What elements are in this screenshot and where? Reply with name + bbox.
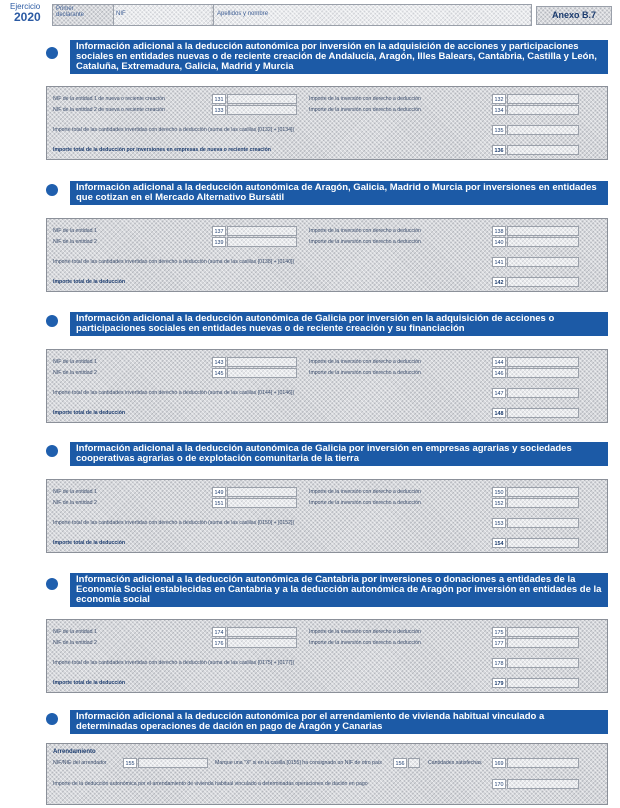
casilla-number: 131 — [212, 94, 226, 104]
label-nif-entidad-1: NIF de la entidad 1 — [53, 489, 97, 495]
section-panel — [46, 349, 608, 423]
section-title: Información adicional a la deducción autonómica de Galicia por inversión en la adquisición de acciones o participaciones sociales en entidades nuevas o de reciente creación y su financiación — [70, 312, 608, 336]
section-panel — [46, 218, 608, 292]
casilla-number: 138 — [492, 226, 506, 236]
nif-entidad-2-input[interactable] — [227, 638, 297, 648]
label-cantidades: Cantidades satisfechas — [428, 760, 482, 766]
casilla-number: 142 — [492, 277, 506, 287]
importe-2-input[interactable] — [507, 638, 579, 648]
section-acciones-nuevas — [8, 40, 612, 170]
ejercicio-label: Ejercicio — [10, 2, 41, 11]
total-suma-input[interactable] — [507, 257, 579, 267]
row-total-suma — [47, 256, 607, 268]
form-header — [8, 2, 612, 26]
total-deduccion-input[interactable] — [507, 678, 579, 688]
label-total-suma: Importe total de las cantidades invertidas con derecho a deducción (suma de las casillas [0175] + [0177]) — [53, 660, 295, 666]
nif-entidad-1-input[interactable] — [227, 627, 297, 637]
casilla-number: 156 — [393, 758, 407, 768]
importe-2-input[interactable] — [507, 105, 579, 115]
casilla-number: 143 — [212, 357, 226, 367]
label-total-deduccion: Importe total de la deducción — [53, 410, 126, 416]
section-bullet-icon — [46, 713, 58, 725]
label-importe-1: Importe de la inversión con derecho a deducción — [309, 96, 421, 102]
subtitle-arrendamiento: Arrendamiento — [53, 749, 96, 755]
label-nif-entidad-2: NIF de la entidad 2 de nueva o reciente creación — [53, 107, 165, 113]
section-panel — [46, 479, 608, 553]
nif-entidad-2-input[interactable] — [227, 105, 297, 115]
casilla-number: 135 — [492, 125, 506, 135]
section-economia-social — [8, 573, 612, 698]
casilla-number: 134 — [492, 105, 506, 115]
section-bullet-icon — [46, 184, 58, 196]
label-importe-2: Importe de la inversión con derecho a deducción — [309, 500, 421, 506]
nif-otro-pais-checkbox[interactable] — [408, 758, 420, 768]
row-total-suma — [47, 517, 607, 529]
row-total-suma — [47, 657, 607, 669]
label-marque-x: Marque una "X" si en la casilla [0155] ha consignado un NIF de otro país — [215, 760, 382, 766]
casilla-number: 177 — [492, 638, 506, 648]
section-galicia-agrarias — [8, 442, 612, 557]
label-nif-entidad-1: NIF de la entidad 1 — [53, 228, 97, 234]
section-bullet-icon — [46, 578, 58, 590]
nif-entidad-2-input[interactable] — [227, 368, 297, 378]
row-entidad-2 — [47, 497, 607, 509]
section-panel — [46, 86, 608, 160]
casilla-number: 137 — [212, 226, 226, 236]
importe-1-input[interactable] — [507, 627, 579, 637]
casilla-number: 175 — [492, 627, 506, 637]
casilla-number: 169 — [492, 758, 506, 768]
label-importe-1: Importe de la inversión con derecho a deducción — [309, 629, 421, 635]
nif-arrendador-input[interactable] — [138, 758, 208, 768]
total-suma-input[interactable] — [507, 658, 579, 668]
label-total-deduccion: Importe total de la deducción por inversiones en empresas de nueva o reciente creación — [53, 147, 271, 153]
nombre-label: Apellidos y nombre — [217, 11, 269, 17]
nif-input[interactable] — [113, 5, 211, 25]
casilla-number: 147 — [492, 388, 506, 398]
casilla-number: 145 — [212, 368, 226, 378]
label-nif-entidad-2: NIF de la entidad 2 — [53, 239, 97, 245]
nif-entidad-2-input[interactable] — [227, 498, 297, 508]
label-importe-2: Importe de la inversión con derecho a deducción — [309, 107, 421, 113]
importe-2-input[interactable] — [507, 368, 579, 378]
anexo-badge: Anexo B.7 — [536, 6, 612, 25]
label-importe-2: Importe de la inversión con derecho a deducción — [309, 239, 421, 245]
importe-1-input[interactable] — [507, 226, 579, 236]
importe-deduccion-input[interactable] — [507, 779, 579, 789]
casilla-number: 178 — [492, 658, 506, 668]
row-arrendador — [47, 757, 607, 769]
casilla-number: 152 — [492, 498, 506, 508]
row-total-suma — [47, 387, 607, 399]
declarante-box — [52, 4, 532, 26]
total-suma-input[interactable] — [507, 518, 579, 528]
section-panel — [46, 619, 608, 693]
importe-1-input[interactable] — [507, 487, 579, 497]
section-bullet-icon — [46, 445, 58, 457]
label-importe-2: Importe de la inversión con derecho a deducción — [309, 640, 421, 646]
casilla-number: 153 — [492, 518, 506, 528]
total-suma-input[interactable] — [507, 388, 579, 398]
label-total-suma: Importe total de las cantidades invertidas con derecho a deducción (suma de las casillas [0138] + [0140]) — [53, 259, 295, 265]
label-importe-1: Importe de la inversión con derecho a deducción — [309, 359, 421, 365]
label-nif-entidad-1: NIF de la entidad 1 — [53, 629, 97, 635]
section-bullet-icon — [46, 315, 58, 327]
label-total-suma: Importe total de las cantidades invertidas con derecho a deducción (suma de las casillas [0132] + [0134]) — [53, 127, 295, 133]
casilla-number: 170 — [492, 779, 506, 789]
label-total-suma: Importe total de las cantidades invertidas con derecho a deducción (suma de las casillas [0150] + [0152]) — [53, 520, 295, 526]
casilla-number: 136 — [492, 145, 506, 155]
year: 2020 — [14, 10, 41, 24]
casilla-number: 179 — [492, 678, 506, 688]
casilla-number: 149 — [212, 487, 226, 497]
section-title: Información adicional a la deducción autonómica de Galicia por inversión en empresas agrarias y sociedades cooperativas agrarias o de explotación comunitaria de la tierra — [70, 442, 608, 466]
casilla-number: 151 — [212, 498, 226, 508]
casilla-number: 174 — [212, 627, 226, 637]
casilla-number: 133 — [212, 105, 226, 115]
nombre-input[interactable] — [213, 5, 530, 25]
label-nif-arrendador: NIF/NIE del arrendador — [53, 760, 107, 766]
row-total-deduccion — [47, 144, 607, 156]
nif-entidad-1-input[interactable] — [227, 94, 297, 104]
label-nif-entidad-2: NIF de la entidad 2 — [53, 640, 97, 646]
importe-1-input[interactable] — [507, 357, 579, 367]
nif-entidad-1-input[interactable] — [227, 357, 297, 367]
nif-entidad-1-input[interactable] — [227, 226, 297, 236]
label-importe-1: Importe de la inversión con derecho a deducción — [309, 228, 421, 234]
casilla-number: 176 — [212, 638, 226, 648]
casilla-number: 155 — [123, 758, 137, 768]
casilla-number: 132 — [492, 94, 506, 104]
row-entidad-2 — [47, 637, 607, 649]
section-arrendamiento — [8, 710, 612, 806]
casilla-number: 148 — [492, 408, 506, 418]
nif-entidad-1-input[interactable] — [227, 487, 297, 497]
row-importe-deduccion — [47, 778, 607, 790]
section-mab — [8, 181, 612, 296]
importe-2-input[interactable] — [507, 237, 579, 247]
nif-entidad-2-input[interactable] — [227, 237, 297, 247]
label-importe-2: Importe de la inversión con derecho a deducción — [309, 370, 421, 376]
label-total-deduccion: Importe total de la deducción — [53, 279, 126, 285]
casilla-number: 144 — [492, 357, 506, 367]
row-total-deduccion — [47, 537, 607, 549]
label-total-deduccion: Importe total de la deducción — [53, 540, 126, 546]
section-panel — [46, 743, 608, 805]
label-nif-entidad-1: NIF de la entidad 1 — [53, 359, 97, 365]
row-entidad-2 — [47, 236, 607, 248]
row-total-suma — [47, 124, 607, 136]
label-total-suma: Importe total de las cantidades invertidas con derecho a deducción (suma de las casillas [0144] + [0146]) — [53, 390, 295, 396]
importe-2-input[interactable] — [507, 498, 579, 508]
row-total-deduccion — [47, 677, 607, 689]
total-deduccion-input[interactable] — [507, 145, 579, 155]
total-suma-input[interactable] — [507, 125, 579, 135]
casilla-number: 140 — [492, 237, 506, 247]
section-bullet-icon — [46, 47, 58, 59]
casilla-number: 150 — [492, 487, 506, 497]
section-title: Información adicional a la deducción autonómica de Cantabria por inversiones o donaciones a entidades de la Economía Social establecidas en Cantabria y a la deducción autonómica de Aragón por inversión en entidades de la economía social — [70, 573, 608, 607]
casilla-number: 154 — [492, 538, 506, 548]
cantidades-input[interactable] — [507, 758, 579, 768]
label-importe-deduccion: Importe de la deducción autonómica por el arrendamiento de vivienda habitual vinculado a determinadas operaciones de dación en pago — [53, 781, 368, 787]
total-deduccion-input[interactable] — [507, 538, 579, 548]
row-entidad-2 — [47, 104, 607, 116]
total-deduccion-input[interactable] — [507, 277, 579, 287]
row-entidad-2 — [47, 367, 607, 379]
section-galicia-acciones — [8, 312, 612, 427]
row-total-deduccion — [47, 407, 607, 419]
label-nif-entidad-1: NIF de la entidad 1 de nueva o reciente creación — [53, 96, 165, 102]
section-title: Información adicional a la deducción autonómica por inversión en la adquisición de acciones y participaciones sociales en entidades nuevas o de reciente creación de Andalucía, Aragón, Illes Balears, Cantabria, Castilla y León, Cataluña, Extremadura, Galicia, Madrid y Murcia — [70, 40, 608, 74]
casilla-number: 146 — [492, 368, 506, 378]
importe-1-input[interactable] — [507, 94, 579, 104]
label-nif-entidad-2: NIF de la entidad 2 — [53, 500, 97, 506]
label-nif-entidad-2: NIF de la entidad 2 — [53, 370, 97, 376]
row-total-deduccion — [47, 276, 607, 288]
label-total-deduccion: Importe total de la deducción — [53, 680, 126, 686]
declarante-label: Primer declarante — [56, 6, 85, 18]
casilla-number: 139 — [212, 237, 226, 247]
total-deduccion-input[interactable] — [507, 408, 579, 418]
label-importe-1: Importe de la inversión con derecho a deducción — [309, 489, 421, 495]
section-title: Información adicional a la deducción autonómica por el arrendamiento de vivienda habitual vinculado a determinadas operaciones de dación en pago de Aragón y Canarias — [70, 710, 608, 734]
nif-label: NIF — [116, 11, 126, 17]
casilla-number: 141 — [492, 257, 506, 267]
section-title: Información adicional a la deducción autonómica de Aragón, Galicia, Madrid o Murcia por inversiones en entidades que cotizan en el Mercado Alternativo Bursátil — [70, 181, 608, 205]
